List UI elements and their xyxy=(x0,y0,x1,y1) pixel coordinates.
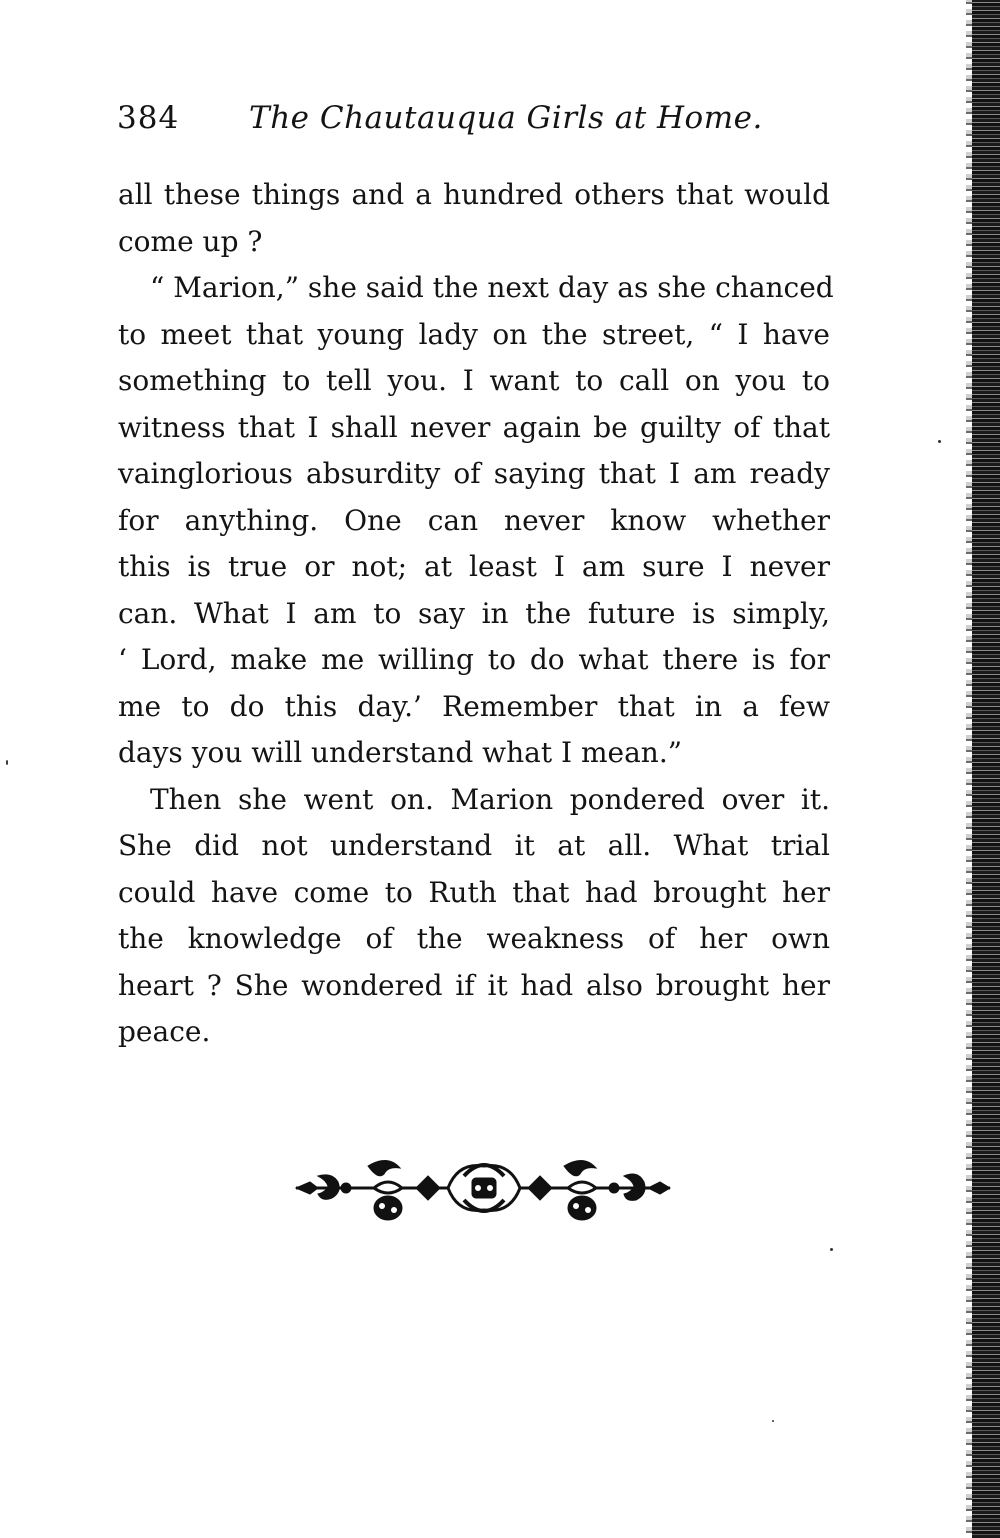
body-text xyxy=(118,172,834,1056)
text-line: heart ? She wondered if it had also brought her xyxy=(118,968,830,1002)
running-title: The Chautauqua Girls at Home. xyxy=(249,100,763,136)
text-line: vainglorious absurdity of saying that I am ready xyxy=(118,457,830,490)
scan-speck xyxy=(938,440,941,443)
scanned-page-edge xyxy=(970,0,1000,1538)
text-line: can. What I am to say in the future is simply, xyxy=(118,596,830,630)
running-head xyxy=(117,96,837,140)
text-line: She did not understand it at all. What trial xyxy=(118,829,830,862)
text-line: me to do this day.’ Remember that in a few xyxy=(118,689,830,723)
text-line: ‘ Lord, make me willing to do what there is for xyxy=(118,643,830,676)
text-line: all these things and a hundred others that would xyxy=(118,178,830,211)
text-line: peace. xyxy=(118,1015,211,1048)
text-line: come up ? xyxy=(118,224,263,258)
text-line: witness that I shall never again be guilty of that xyxy=(118,410,830,444)
text-line: could have come to Ruth that had brought her xyxy=(118,875,830,909)
text-line: this is true or not; at least I am sure I never xyxy=(118,550,830,583)
scan-speck xyxy=(6,760,8,765)
text-line: days you will understand what I mean.” xyxy=(118,736,683,769)
scan-speck xyxy=(830,1248,833,1251)
text-line: for anything. One can never know whether xyxy=(118,503,830,537)
scan-speck xyxy=(772,1420,774,1422)
text-line: the knowledge of the weakness of her own xyxy=(118,922,830,955)
text-line: something to tell you. I want to call on you to xyxy=(118,364,830,397)
page-number: 384 xyxy=(117,100,180,136)
floral-tailpiece-icon xyxy=(288,1136,678,1236)
text-line: Then she went on. Marion pondered over it. xyxy=(150,782,830,816)
text-line: “ Marion,” she said the next day as she chanced xyxy=(150,271,834,304)
text-line: to meet that young lady on the street, “ I have xyxy=(118,317,830,351)
